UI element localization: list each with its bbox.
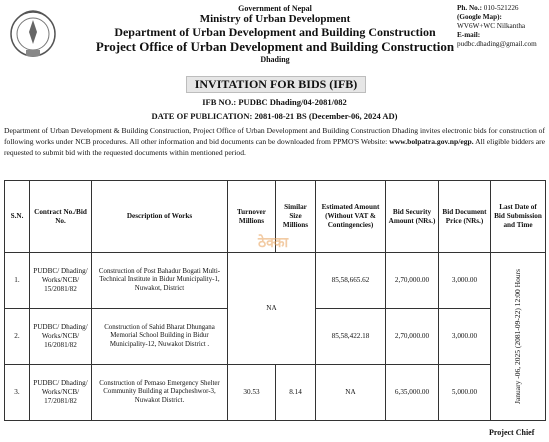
header-estimated: Estimated Amount (Without VAT & Contingencies) [316, 181, 386, 253]
row-sn: 3. [5, 365, 30, 421]
row-description: Construction of Post Bahadur Bogati Multi-Technical Institute in Bidur Municipality-1, Nuwakot, District [92, 253, 228, 309]
header-sn: S.N. [5, 181, 30, 253]
row-contract: PUDBC/ Dhading/ Works/NCB/ 17/2081/82 [30, 365, 92, 421]
office-title-block [95, 4, 455, 64]
row-doc-price: 5,000.00 [439, 365, 491, 421]
row-doc-price: 3,000.00 [439, 253, 491, 309]
letterhead [0, 0, 549, 70]
row-sn: 1. [5, 253, 30, 309]
bids-table [4, 180, 546, 421]
row-security: 2,70,000.00 [386, 253, 439, 309]
row-doc-price: 3,000.00 [439, 309, 491, 365]
header-security: Bid Security Amount (NRs.) [386, 181, 439, 253]
row-estimated: NA [316, 365, 386, 421]
turnover-similar-na: NA [228, 253, 316, 365]
intro-text-2: All eligible bidders are requested to submit bid with the requested documents within mentioned period. [4, 137, 545, 157]
row-sn: 2. [5, 309, 30, 365]
row-description: Construction of Pemaso Emergency Shelter Community Building at Dapcheshwor-3, Nuwakot District. [92, 365, 228, 421]
row-security: 2,70,000.00 [386, 309, 439, 365]
email-address: pudbc.dhading@gmail.com [457, 40, 537, 48]
header-contract: Contract No./Bid No. [30, 181, 92, 253]
publication-date: DATE OF PUBLICATION: 2081-08-21 BS (December-06, 2024 AD) [151, 111, 398, 121]
signature-title: Project Chief [489, 428, 535, 437]
phone-label: Ph. No.: [457, 4, 482, 12]
row-security: 6,35,000.00 [386, 365, 439, 421]
header-last-date: Last Date of Bid Submission and Time [491, 181, 546, 253]
last-date-value: January -06, 2025 (2081-09-22) 12:00 Hours [513, 269, 523, 404]
phone-number: 010-521226 [483, 4, 519, 12]
notice-title: INVITATION FOR BIDS (IFB) [186, 76, 366, 93]
email-label: E-mail: [457, 31, 481, 39]
row-similar-size: 8.14 [276, 365, 316, 421]
website-link[interactable]: www.bolpatra.gov.np/egp. [389, 137, 474, 146]
row-estimated: 85,58,422.18 [316, 309, 386, 365]
header-turnover: Turnover Millions [228, 181, 276, 253]
table-row [5, 365, 546, 421]
row-contract: PUDBC/ Dhading/ Works/NCB/ 16/2081/82 [30, 309, 92, 365]
district-name: Dhading [260, 54, 290, 64]
header-similar-size: Similar Size Millions [276, 181, 316, 253]
intro-paragraph [4, 125, 545, 158]
row-estimated: 85,58,665.62 [316, 253, 386, 309]
watermark-logo: ठेक्का [258, 235, 289, 251]
ifb-number: IFB NO.: PUDBC Dhading/04-2081/082 [202, 97, 347, 107]
google-map-label: (Google Map): [457, 13, 502, 21]
last-date-cell [491, 253, 546, 421]
nepal-emblem-icon [6, 4, 60, 60]
contact-block [457, 4, 549, 49]
header-doc-price: Bid Document Price (NRs.) [439, 181, 491, 253]
ministry-name: Ministry of Urban Development [199, 13, 351, 26]
intro-text-1: Department of Urban Development & Building Construction, Project Office of Urban Development and Building Construction Dhading invites electronic bids for construction of following works under NCB procedures. All other information and bid documents can be downloaded from PPMO'S Website: [4, 126, 546, 146]
row-turnover: 30.53 [228, 365, 276, 421]
row-contract: PUDBC/ Dhading/ Works/NCB/ 15/2081/82 [30, 253, 92, 309]
government-name: Government of Nepal [238, 4, 312, 13]
header-description: Description of Works [92, 181, 228, 253]
department-name: Department of Urban Development and Building Construction [114, 24, 436, 39]
row-description: Construction of Sahid Bharat Dhungana Memorial School Building in Bidur Municipality-12, Nuwakot District . [92, 309, 228, 365]
table-row [5, 253, 546, 309]
google-map-code: WV6W+WC Nilkantha [457, 22, 526, 30]
project-office-name: Project Office of Urban Development and Building Construction [95, 38, 455, 54]
